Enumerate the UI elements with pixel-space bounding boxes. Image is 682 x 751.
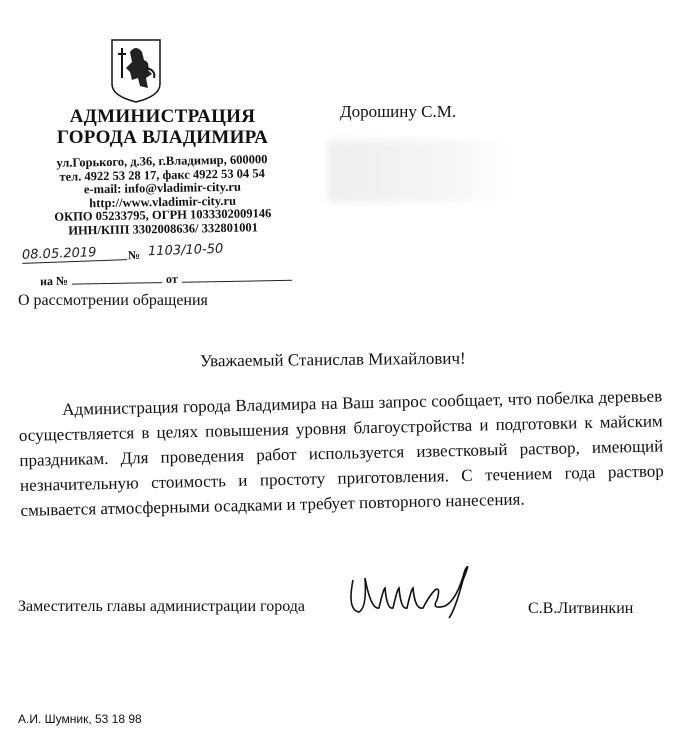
coat-of-arms-icon	[110, 38, 162, 104]
organization-address	[19, 153, 305, 240]
letter-subject: О рассмотрении обращения	[18, 292, 208, 309]
address-line: ул.Горького, д.36, г.Владимир, 600000	[56, 152, 268, 170]
okpo-line: ОКПО 05233795, ОГРН 1033302009146	[54, 206, 272, 225]
phone-line: тел. 4922 53 28 17, факс 4922 53 04 54	[59, 165, 265, 184]
letter-number: 1103/10-50	[147, 241, 224, 260]
number-sign: №	[127, 247, 141, 263]
reply-reference	[40, 270, 292, 289]
organization-name	[20, 106, 305, 148]
letter-date: 08.05.2019	[22, 244, 127, 264]
recipient: Дорошину С.М.	[340, 102, 457, 121]
redacted-address	[328, 140, 508, 202]
signer-name: С.В.Литвинкин	[528, 600, 634, 617]
email-line: e-mail: info@vladimir-city.ru	[83, 179, 241, 197]
website-line: http://www.vladimir-city.ru	[89, 193, 237, 211]
handwritten-signature	[345, 560, 495, 620]
org-title-line1: АДМИНИСТРАЦИЯ	[69, 106, 256, 127]
reply-number-label: на №	[39, 273, 69, 289]
letter-body: Администрация города Владимира на Ваш запрос сообщает, что побелка деревьев осуществляется в целях повышения уровня благоустройства и подготовки к майским праздникам. Для проведения работ используется известковый раствор, имеющий незначительную стоимость и простоту приготовления. С течением года раствор смывается атмосферными осадками и требует повторного нанесения.	[18, 386, 665, 520]
inn-line: ИНН/КПП 3302008636/ 332801001	[68, 220, 258, 238]
org-title-line2: ГОРОДА ВЛАДИМИРА	[56, 127, 269, 148]
reply-from-label: от	[165, 271, 178, 286]
greeting: Уважаемый Станислав Михайлович!	[199, 348, 466, 371]
signer-position: Заместитель главы администрации города	[18, 598, 305, 615]
executor-contact: А.И. Шумник, 53 18 98	[18, 712, 142, 726]
